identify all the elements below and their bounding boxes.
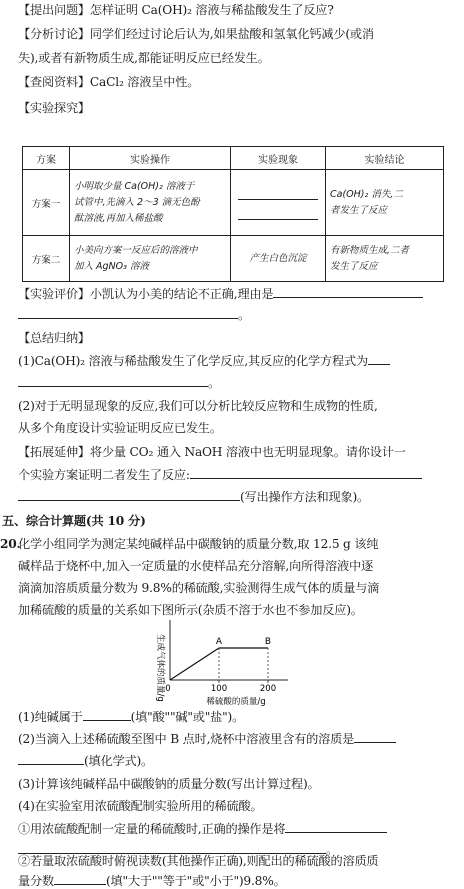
- answer-blank[interactable]: [190, 466, 422, 479]
- analysis-line-2: 失),或者有新物质生成,都能证明反应已经发生。: [18, 51, 270, 65]
- answer-blank[interactable]: [54, 872, 106, 885]
- extension-note: (写出操作方法和现象)。: [240, 490, 369, 504]
- part4-2-line: ②若量取浓硫酸时俯视读数(其他操作正确),则配出的稀硫酸的溶质质: [18, 854, 379, 868]
- extension-line-2: [18, 466, 422, 483]
- part2-line: [18, 730, 396, 747]
- point-label: B: [264, 637, 272, 647]
- experiment-table: [22, 146, 444, 282]
- plan-cell: 方案一: [23, 170, 70, 236]
- extension-line-1: 【拓展延伸】将少量 CO₂ 通入 NaOH 溶液中也无明显现象。请你设计一: [18, 445, 406, 459]
- part2-text: (2)当滴入上述稀硫酸至图中 B 点时,烧杯中溶液里含有的溶质是: [18, 732, 355, 746]
- table-row: [23, 170, 444, 236]
- answer-blank[interactable]: [285, 820, 387, 833]
- point-label: A: [215, 637, 223, 647]
- operation-cell: [70, 170, 231, 236]
- part4-1-text: ①用浓硫酸配制一定量的稀硫酸时,正确的操作是将: [18, 822, 286, 836]
- summary-heading: 【总结归纳】: [18, 331, 90, 345]
- plan-cell: 方案二: [23, 236, 70, 282]
- part1-text: (1)纯碱属于: [18, 710, 83, 724]
- evaluation-line: [18, 285, 423, 302]
- part4-1-continuation: 。: [18, 841, 338, 858]
- analysis-line-1: 【分析讨论】同学们经过讨论后认为,如果盐酸和氢氧化钙减少(或消: [18, 27, 374, 41]
- q20-line-4: 加稀硫酸的质量的关系如下图所示(杂质不溶于水也不参加反应)。: [18, 603, 363, 617]
- explore-heading: 【实验探究】: [18, 101, 90, 115]
- phenomenon-answer-cell[interactable]: [231, 170, 326, 236]
- header-operation: 实验操作: [70, 147, 231, 170]
- gas-mass-chart: [148, 612, 298, 708]
- x-tick-label: 200: [259, 684, 277, 694]
- summary-continuation: 。: [18, 374, 220, 391]
- answer-blank[interactable]: [18, 306, 238, 319]
- conclusion-cell: [326, 236, 444, 282]
- conclusion-line: 发生了反应: [330, 260, 378, 272]
- answer-blank[interactable]: [18, 488, 240, 501]
- part4-line: (4)在实验室用浓硫酸配制实验所用的稀硫酸。: [18, 799, 263, 813]
- summary-text: (1)Ca(OH)₂ 溶液与稀盐酸发生了化学反应,其反应的化学方程式为: [18, 354, 368, 368]
- summary-line-2: (2)对于无明显现象的反应,我们可以分析比较反应物和生成物的性质,: [18, 399, 378, 413]
- answer-blank[interactable]: [238, 205, 318, 220]
- x-tick-label: 100: [210, 684, 228, 694]
- answer-blank[interactable]: [18, 752, 84, 765]
- evaluation-text: 【实验评价】小凯认为小美的结论不正确,理由是: [18, 287, 274, 301]
- operation-line: 试管中,先滴入 2～3 滴无色酚: [74, 196, 200, 208]
- answer-blank[interactable]: [354, 730, 396, 743]
- evaluation-continuation: 。: [18, 306, 250, 323]
- question-title: 【提出问题】怎样证明 Ca(OH)₂ 溶液与稀盐酸发生了反应?: [18, 3, 334, 17]
- conclusion-line: Ca(OH)₂ 消失,二: [330, 188, 403, 200]
- summary-line-1: [18, 352, 390, 369]
- table-row: [23, 236, 444, 282]
- operation-line: 加入 AgNO₃ 溶液: [74, 260, 149, 272]
- operation-cell: [70, 236, 231, 282]
- part4-2-hint: (填"大于""等于"或"小于")9.8%。: [105, 874, 286, 888]
- answer-blank[interactable]: [83, 708, 131, 721]
- extension-line-3: [18, 488, 369, 505]
- conclusion-line: 有新物质生成,二者: [330, 244, 410, 256]
- part4-2-continuation: [18, 872, 286, 889]
- part1-line: [18, 708, 244, 725]
- x-axis-label: 稀硫酸的质量/g: [206, 697, 266, 707]
- extension-text: 个实验方案证明二者发生了反应:: [18, 468, 190, 482]
- answer-blank[interactable]: [368, 352, 390, 365]
- lookup-line: 【查阅资料】CaCl₂ 溶液呈中性。: [18, 75, 200, 89]
- operation-line: 小美向方案一反应后的溶液中: [74, 244, 198, 256]
- part3-line: (3)计算该纯碱样品中碳酸钠的质量分数(写出计算过程)。: [18, 777, 320, 791]
- q20-line-2: 碱样品于烧杯中,加入一定质量的水使样品充分溶解,向所得溶液中逐: [18, 559, 373, 573]
- part4-2-text: 量分数: [18, 874, 54, 888]
- part2-hint: (填化学式)。: [84, 754, 154, 768]
- section-heading: 五、综合计算题(共 10 分): [2, 514, 146, 528]
- answer-blank[interactable]: [18, 374, 208, 387]
- x-tick-label: 0: [165, 684, 171, 694]
- phenomenon-cell: 产生白色沉淀: [231, 236, 326, 282]
- header-plan: 方案: [23, 147, 70, 170]
- answer-blank[interactable]: [238, 185, 318, 200]
- part1-hint: (填"酸""碱"或"盐")。: [130, 710, 245, 724]
- q20-line-1: 化学小组同学为测定某纯碱样品中碳酸钠的质量分数,取 12.5 g 该纯: [18, 537, 379, 551]
- part2-continuation: [18, 752, 153, 769]
- y-axis-label: 生成气体的质量/g: [155, 634, 165, 702]
- header-conclusion: 实验结论: [326, 147, 444, 170]
- operation-line: 酞溶液,再加入稀盐酸: [74, 212, 163, 224]
- q20-line-3: 滴滴加溶质质量分数为 9.8%的稀硫酸,实验测得生成气体的质量与滴: [18, 581, 380, 595]
- operation-line: 小明取少量 Ca(OH)₂ 溶液于: [74, 180, 195, 192]
- question-number: 20.: [0, 537, 21, 551]
- conclusion-cell: [326, 170, 444, 236]
- data-line-segment: [170, 648, 219, 680]
- summary-line-3: 从多个角度设计实验证明反应已发生。: [18, 421, 222, 435]
- chart-marks: [165, 637, 276, 694]
- part4-1-line: [18, 820, 387, 837]
- header-phenomenon: 实验现象: [231, 147, 326, 170]
- conclusion-line: 者发生了反应: [330, 204, 388, 216]
- answer-blank[interactable]: [273, 285, 423, 298]
